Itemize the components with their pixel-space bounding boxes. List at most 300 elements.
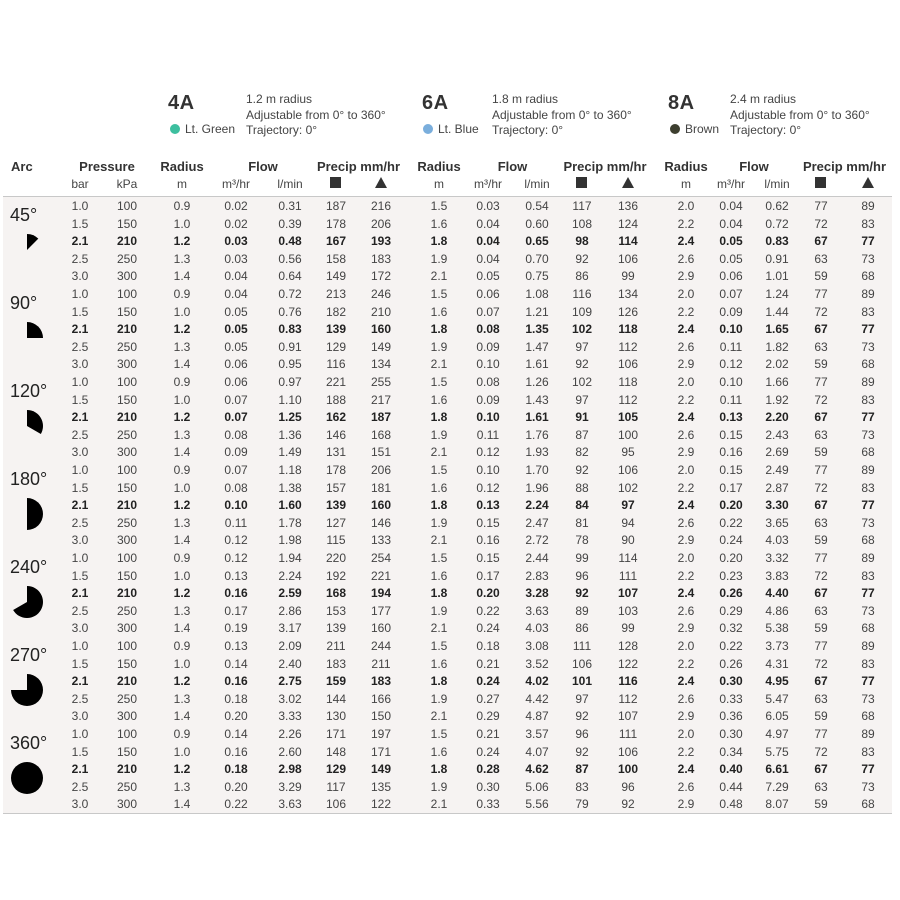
flow-m3hr-cell: 0.18 xyxy=(476,639,500,653)
flow-m3hr-cell: 0.06 xyxy=(224,375,248,389)
pressure-bar-cell: 2.5 xyxy=(71,691,89,706)
radius-cell: 1.6 xyxy=(430,744,448,759)
triangle-spacing-icon xyxy=(375,177,387,188)
color-legend xyxy=(670,122,719,136)
arc-45-icon xyxy=(10,233,44,272)
flow-lmin-cell: 3.30 xyxy=(765,498,789,513)
flow-lmin-cell: 0.83 xyxy=(278,322,302,337)
adjust-desc: Adjustable from 0° to 360° xyxy=(492,107,632,122)
flow-lmin-cell: 8.07 xyxy=(765,797,789,812)
trajectory-desc: Trajectory: 0° xyxy=(246,123,318,137)
radius-cell: 1.3 xyxy=(173,427,191,442)
color-name: Lt. Green xyxy=(185,122,236,136)
flow-lmin-cell: 2.43 xyxy=(765,427,789,442)
model-description xyxy=(492,92,632,139)
precip-square-cell: 81 xyxy=(575,515,589,530)
flow-lmin-cell: 2.24 xyxy=(278,568,302,583)
precip-triangle-cell: 150 xyxy=(370,709,392,724)
pressure-kpa-cell: 250 xyxy=(116,779,138,794)
pressure-bar-cell: 1.0 xyxy=(71,727,89,741)
model-code: 4A xyxy=(168,92,195,114)
precip-triangle-cell: 73 xyxy=(861,691,875,706)
radius-cell: 1.4 xyxy=(173,445,191,460)
radius-cell: 0.9 xyxy=(173,639,191,653)
flow-m3hr-cell: 0.04 xyxy=(719,216,743,231)
flow-lmin-cell: 2.59 xyxy=(278,586,302,601)
flow-lmin-cell: 1.61 xyxy=(525,357,549,372)
pressure-kpa-cell: 100 xyxy=(116,463,138,477)
precip-square-cell: 116 xyxy=(572,287,592,301)
flow-lmin-cell: 2.24 xyxy=(525,498,549,513)
radius-desc: 1.8 m radius xyxy=(492,92,559,106)
radius-header: Radius xyxy=(664,159,708,174)
pressure-kpa-cell: 100 xyxy=(116,199,138,213)
precip-square-cell: 98 xyxy=(575,234,589,249)
radius-cell: 1.9 xyxy=(430,427,448,442)
radius-cell: 2.6 xyxy=(677,251,695,266)
precip-square-cell: 148 xyxy=(325,744,347,759)
pressure-kpa-cell: 150 xyxy=(116,304,138,319)
flow-m3hr-cell: 0.36 xyxy=(719,709,743,724)
precip-square-cell: 63 xyxy=(814,427,828,442)
flow-lmin-unit: l/min xyxy=(524,177,550,191)
pressure-kpa-cell: 210 xyxy=(116,322,138,337)
pressure-kpa-cell: 250 xyxy=(116,339,138,354)
precip-square-cell: 139 xyxy=(325,621,347,636)
precip-square-cell: 59 xyxy=(814,709,828,724)
flow-lmin-cell: 1.47 xyxy=(525,339,549,354)
precip-triangle-cell: 73 xyxy=(861,427,875,442)
flow-m3hr-cell: 0.26 xyxy=(719,586,743,601)
precip-square-cell: 139 xyxy=(325,498,347,513)
precip-triangle-cell: 68 xyxy=(861,621,875,636)
flow-m3hr-cell: 0.02 xyxy=(224,199,248,213)
flow-m3hr-cell: 0.13 xyxy=(224,568,248,583)
radius-cell: 1.4 xyxy=(173,533,191,548)
radius-cell: 0.9 xyxy=(173,727,191,741)
radius-cell: 2.6 xyxy=(677,603,695,618)
arc-label: 360° xyxy=(10,733,48,753)
radius-cell: 1.3 xyxy=(173,515,191,530)
precip-square-cell: 106 xyxy=(571,656,593,671)
radius-cell: 2.9 xyxy=(677,621,695,636)
radius-cell: 2.9 xyxy=(677,357,695,372)
color-legend xyxy=(423,122,479,136)
precip-square-cell: 77 xyxy=(814,639,828,653)
flow-m3hr-cell: 0.05 xyxy=(224,322,248,337)
radius-cell: 1.2 xyxy=(173,234,191,249)
pressure-bar-cell: 1.5 xyxy=(71,392,89,407)
flow-lmin-cell: 1.76 xyxy=(525,427,549,442)
pressure-bar-cell: 3.0 xyxy=(71,357,89,372)
flow-lmin-cell: 2.40 xyxy=(278,656,302,671)
arc-270-icon xyxy=(10,673,44,712)
precip-triangle-cell: 128 xyxy=(617,639,639,653)
precip-square-cell: 89 xyxy=(575,603,589,618)
flow-header: Flow xyxy=(497,159,528,174)
pressure-bar-cell: 3.0 xyxy=(71,709,89,724)
pressure-kpa-cell: 150 xyxy=(116,744,138,759)
precip-square-cell: 92 xyxy=(575,744,589,759)
pressure-kpa-cell: 210 xyxy=(116,586,138,601)
flow-m3hr-cell: 0.20 xyxy=(719,498,743,513)
precip-triangle-cell: 106 xyxy=(617,357,639,372)
precip-square-cell: 117 xyxy=(572,199,592,213)
pressure-bar-cell: 1.0 xyxy=(71,551,89,565)
radius-cell: 1.2 xyxy=(173,762,191,777)
flow-m3hr-cell: 0.21 xyxy=(476,656,500,671)
pressure-kpa-cell: 150 xyxy=(116,568,138,583)
flow-lmin-cell: 2.60 xyxy=(278,744,302,759)
kpa-unit: kPa xyxy=(116,177,138,191)
triangle-spacing-icon xyxy=(862,177,874,188)
precip-square-cell: 111 xyxy=(572,639,592,653)
flow-lmin-cell: 1.92 xyxy=(765,392,789,407)
flow-m3hr-cell: 0.24 xyxy=(476,674,500,689)
precip-triangle-cell: 73 xyxy=(861,603,875,618)
flow-m3hr-cell: 0.16 xyxy=(224,744,248,759)
flow-m3hr-cell: 0.11 xyxy=(476,427,500,442)
precip-square-cell: 146 xyxy=(325,427,347,442)
flow-lmin-cell: 2.09 xyxy=(278,639,302,653)
arc-240-icon xyxy=(10,585,44,624)
precip-triangle-cell: 183 xyxy=(370,251,392,266)
pressure-bar-cell: 1.5 xyxy=(71,568,89,583)
flow-lmin-cell: 1.96 xyxy=(525,480,549,495)
arc-120-icon xyxy=(10,409,44,448)
radius-cell: 2.6 xyxy=(677,515,695,530)
precip-square-cell: 63 xyxy=(814,691,828,706)
radius-cell: 2.9 xyxy=(677,445,695,460)
precip-triangle-cell: 73 xyxy=(861,779,875,794)
radius-cell: 1.0 xyxy=(173,656,191,671)
flow-lmin-cell: 0.72 xyxy=(278,287,302,301)
flow-m3hr-cell: 0.10 xyxy=(719,322,743,337)
radius-cell: 1.4 xyxy=(173,709,191,724)
precip-triangle-cell: 172 xyxy=(370,269,392,284)
pressure-kpa-cell: 100 xyxy=(116,639,138,653)
flow-lmin-cell: 2.20 xyxy=(765,410,789,425)
color-dot-icon xyxy=(670,124,680,134)
flow-m3hr-cell: 0.16 xyxy=(224,674,248,689)
precip-square-cell: 59 xyxy=(814,797,828,812)
pressure-kpa-cell: 300 xyxy=(116,357,138,372)
flow-m3hr-cell: 0.10 xyxy=(476,410,500,425)
radius-cell: 1.6 xyxy=(430,392,448,407)
precip-square-cell: 72 xyxy=(814,568,828,583)
arc-360-icon xyxy=(10,761,44,800)
flow-lmin-cell: 1.36 xyxy=(278,427,302,442)
precip-square-cell: 77 xyxy=(814,199,828,213)
radius-cell: 2.4 xyxy=(677,586,695,601)
precip-square-cell: 86 xyxy=(575,621,589,636)
precip-triangle-cell: 166 xyxy=(370,691,392,706)
precip-triangle-cell: 177 xyxy=(370,603,392,618)
flow-lmin-cell: 1.01 xyxy=(765,269,789,284)
flow-lmin-cell: 5.38 xyxy=(765,621,789,636)
flow-m3hr-cell: 0.08 xyxy=(224,480,248,495)
pressure-bar-cell: 2.5 xyxy=(71,779,89,794)
radius-cell: 2.2 xyxy=(677,216,695,231)
precip-square-cell: 102 xyxy=(571,322,593,337)
precip-triangle-cell: 100 xyxy=(617,762,639,777)
radius-cell: 1.5 xyxy=(430,639,448,653)
precip-square-cell: 91 xyxy=(575,410,589,425)
precip-square-cell: 59 xyxy=(814,445,828,460)
pressure-bar-cell: 1.5 xyxy=(71,304,89,319)
precip-triangle-cell: 146 xyxy=(370,515,392,530)
precip-square-cell: 92 xyxy=(575,251,589,266)
precip-square-cell: 109 xyxy=(571,304,593,319)
flow-m3hr-cell: 0.18 xyxy=(224,691,248,706)
radius-cell: 1.9 xyxy=(430,515,448,530)
flow-m3hr-cell: 0.08 xyxy=(476,322,500,337)
flow-m3hr-cell: 0.09 xyxy=(476,392,500,407)
precip-square-cell: 63 xyxy=(814,251,828,266)
color-legend xyxy=(170,122,235,136)
header-divider xyxy=(3,196,892,197)
flow-lmin-cell: 3.57 xyxy=(525,727,549,741)
flow-m3hr-cell: 0.22 xyxy=(719,515,743,530)
precip-square-cell: 101 xyxy=(571,674,593,689)
precip-triangle-cell: 255 xyxy=(370,375,392,389)
pressure-bar-cell: 2.5 xyxy=(71,515,89,530)
flow-m3hr-cell: 0.17 xyxy=(224,603,248,618)
precip-square-cell: 117 xyxy=(326,779,346,794)
flow-lmin-cell: 5.56 xyxy=(525,797,549,812)
pressure-bar-cell: 1.5 xyxy=(71,216,89,231)
pressure-bar-cell: 1.5 xyxy=(71,656,89,671)
flow-lmin-cell: 0.39 xyxy=(278,216,302,231)
radius-cell: 2.0 xyxy=(677,287,695,301)
precip-square-cell: 79 xyxy=(575,797,589,812)
precip-triangle-cell: 122 xyxy=(370,797,392,812)
arc-label: 270° xyxy=(10,645,48,665)
flow-lmin-cell: 3.08 xyxy=(525,639,549,653)
precip-square-cell: 92 xyxy=(575,357,589,372)
precip-square-cell: 77 xyxy=(814,727,828,741)
flow-lmin-cell: 1.26 xyxy=(525,375,549,389)
flow-m3hr-cell: 0.04 xyxy=(719,199,743,213)
color-name: Lt. Blue xyxy=(438,122,479,136)
group-divider xyxy=(3,813,892,814)
flow-m3hr-cell: 0.29 xyxy=(476,709,500,724)
flow-m3hr-cell: 0.14 xyxy=(224,727,248,741)
radius-desc: 2.4 m radius xyxy=(730,92,797,106)
radius-cell: 2.6 xyxy=(677,339,695,354)
precip-header: Precip mm/hr xyxy=(802,159,887,174)
flow-m3hr-cell: 0.20 xyxy=(224,709,248,724)
flow-lmin-cell: 1.65 xyxy=(765,322,789,337)
radius-cell: 1.9 xyxy=(430,779,448,794)
pressure-kpa-cell: 300 xyxy=(116,797,138,812)
flow-lmin-unit: l/min xyxy=(764,177,790,191)
flow-m3hr-cell: 0.20 xyxy=(719,551,743,565)
precip-triangle-cell: 77 xyxy=(861,234,875,249)
precip-square-cell: 153 xyxy=(325,603,347,618)
radius-cell: 1.4 xyxy=(173,357,191,372)
radius-cell: 2.1 xyxy=(430,357,448,372)
precip-square-cell: 159 xyxy=(325,674,347,689)
radius-cell: 2.6 xyxy=(677,779,695,794)
flow-m3hr-unit: m³/hr xyxy=(717,177,745,191)
precip-triangle-cell: 83 xyxy=(861,568,875,583)
radius-cell: 2.9 xyxy=(677,709,695,724)
radius-cell: 2.9 xyxy=(677,269,695,284)
pressure-bar-cell: 1.0 xyxy=(71,463,89,477)
flow-lmin-cell: 3.63 xyxy=(278,797,302,812)
bar-unit: bar xyxy=(71,177,89,191)
precip-square-cell: 157 xyxy=(325,480,347,495)
radius-cell: 1.8 xyxy=(430,498,448,513)
radius-cell: 1.6 xyxy=(430,568,448,583)
flow-lmin-cell: 6.61 xyxy=(765,762,789,777)
precip-header: Precip mm/hr xyxy=(563,159,647,174)
radius-cell: 1.9 xyxy=(430,603,448,618)
precip-square-cell: 168 xyxy=(325,586,347,601)
precip-triangle-cell: 89 xyxy=(861,463,875,477)
radius-cell: 1.3 xyxy=(173,603,191,618)
precip-square-cell: 87 xyxy=(575,427,589,442)
radius-cell: 1.9 xyxy=(430,339,448,354)
radius-cell: 1.3 xyxy=(173,779,191,794)
flow-m3hr-cell: 0.04 xyxy=(224,287,248,301)
flow-m3hr-cell: 0.22 xyxy=(719,639,743,653)
radius-cell: 1.8 xyxy=(430,586,448,601)
radius-cell: 1.2 xyxy=(173,322,191,337)
precip-triangle-cell: 151 xyxy=(370,445,392,460)
precip-triangle-cell: 160 xyxy=(370,621,392,636)
radius-cell: 1.3 xyxy=(173,339,191,354)
radius-cell: 1.4 xyxy=(173,797,191,812)
flow-m3hr-cell: 0.13 xyxy=(719,410,743,425)
precip-triangle-cell: 68 xyxy=(861,797,875,812)
pressure-kpa-cell: 300 xyxy=(116,621,138,636)
flow-lmin-cell: 4.03 xyxy=(525,621,549,636)
flow-lmin-cell: 1.61 xyxy=(525,410,549,425)
arc-label: 240° xyxy=(10,557,48,577)
radius-cell: 0.9 xyxy=(173,551,191,565)
radius-cell: 1.9 xyxy=(430,691,448,706)
precip-square-cell: 108 xyxy=(571,216,593,231)
flow-m3hr-cell: 0.18 xyxy=(224,762,248,777)
radius-header: Radius xyxy=(160,159,204,174)
pressure-kpa-cell: 300 xyxy=(116,533,138,548)
precip-triangle-cell: 105 xyxy=(617,410,639,425)
flow-m3hr-cell: 0.44 xyxy=(719,779,743,794)
flow-m3hr-cell: 0.29 xyxy=(719,603,743,618)
precip-triangle-cell: 149 xyxy=(370,762,392,777)
pressure-kpa-cell: 210 xyxy=(116,762,138,777)
precip-triangle-cell: 89 xyxy=(861,639,875,653)
precip-square-cell: 149 xyxy=(325,269,347,284)
flow-m3hr-cell: 0.24 xyxy=(476,621,500,636)
flow-m3hr-cell: 0.15 xyxy=(719,463,743,477)
radius-cell: 2.4 xyxy=(677,762,695,777)
pressure-bar-cell: 2.5 xyxy=(71,339,89,354)
precip-triangle-cell: 210 xyxy=(370,304,392,319)
radius-cell: 2.1 xyxy=(430,269,448,284)
precip-triangle-cell: 118 xyxy=(618,322,638,337)
precip-triangle-cell: 90 xyxy=(621,533,635,548)
precip-triangle-cell: 77 xyxy=(861,586,875,601)
precip-triangle-cell: 254 xyxy=(370,551,392,565)
precip-square-cell: 97 xyxy=(575,339,589,354)
precip-triangle-cell: 168 xyxy=(370,427,392,442)
radius-cell: 1.0 xyxy=(173,216,191,231)
flow-lmin-cell: 1.18 xyxy=(278,463,302,477)
flow-m3hr-cell: 0.06 xyxy=(719,269,743,284)
flow-m3hr-cell: 0.05 xyxy=(719,234,743,249)
precip-triangle-cell: 160 xyxy=(370,322,392,337)
precip-triangle-cell: 94 xyxy=(621,515,635,530)
flow-m3hr-cell: 0.08 xyxy=(224,427,248,442)
radius-unit: m xyxy=(177,177,187,191)
precip-triangle-cell: 206 xyxy=(370,463,392,477)
flow-lmin-cell: 4.42 xyxy=(525,691,549,706)
flow-lmin-cell: 1.60 xyxy=(278,498,302,513)
arc-header: Arc xyxy=(11,159,33,174)
flow-lmin-cell: 0.83 xyxy=(765,234,789,249)
flow-lmin-cell: 1.25 xyxy=(278,410,302,425)
flow-m3hr-cell: 0.07 xyxy=(224,392,248,407)
precip-triangle-cell: 216 xyxy=(370,199,392,213)
precip-triangle-cell: 106 xyxy=(617,463,639,477)
precip-square-cell: 139 xyxy=(325,322,347,337)
precip-square-cell: 67 xyxy=(814,322,828,337)
radius-cell: 1.6 xyxy=(430,304,448,319)
precip-square-cell: 144 xyxy=(325,691,347,706)
flow-m3hr-cell: 0.27 xyxy=(476,691,500,706)
flow-m3hr-cell: 0.11 xyxy=(224,515,248,530)
flow-m3hr-cell: 0.12 xyxy=(476,445,500,460)
flow-m3hr-cell: 0.30 xyxy=(719,674,743,689)
precip-triangle-cell: 96 xyxy=(621,779,635,794)
flow-m3hr-cell: 0.04 xyxy=(224,269,248,284)
pressure-kpa-cell: 100 xyxy=(116,727,138,741)
precip-square-cell: 77 xyxy=(814,375,828,389)
flow-m3hr-cell: 0.04 xyxy=(476,216,500,231)
precip-square-cell: 162 xyxy=(325,410,347,425)
radius-cell: 1.5 xyxy=(430,287,448,301)
radius-cell: 2.6 xyxy=(677,691,695,706)
flow-m3hr-cell: 0.09 xyxy=(719,304,743,319)
precip-triangle-cell: 112 xyxy=(618,691,638,706)
flow-lmin-cell: 1.35 xyxy=(525,322,549,337)
pressure-kpa-cell: 150 xyxy=(116,656,138,671)
precip-triangle-cell: 100 xyxy=(617,427,639,442)
precip-triangle-cell: 89 xyxy=(861,375,875,389)
flow-lmin-cell: 1.44 xyxy=(765,304,789,319)
precip-triangle-cell: 187 xyxy=(370,410,392,425)
radius-cell: 2.1 xyxy=(430,709,448,724)
pressure-kpa-cell: 150 xyxy=(116,480,138,495)
flow-m3hr-cell: 0.33 xyxy=(719,691,743,706)
radius-cell: 1.6 xyxy=(430,656,448,671)
flow-m3hr-cell: 0.24 xyxy=(719,533,743,548)
flow-m3hr-cell: 0.15 xyxy=(719,427,743,442)
flow-m3hr-cell: 0.05 xyxy=(476,269,500,284)
precip-triangle-cell: 112 xyxy=(618,339,638,354)
pressure-kpa-cell: 150 xyxy=(116,216,138,231)
radius-cell: 1.0 xyxy=(173,392,191,407)
precip-square-cell: 127 xyxy=(325,515,347,530)
precip-triangle-cell: 68 xyxy=(861,269,875,284)
pressure-kpa-cell: 300 xyxy=(116,445,138,460)
precip-square-cell: 67 xyxy=(814,498,828,513)
pressure-kpa-cell: 100 xyxy=(116,551,138,565)
precip-triangle-cell: 106 xyxy=(617,251,639,266)
